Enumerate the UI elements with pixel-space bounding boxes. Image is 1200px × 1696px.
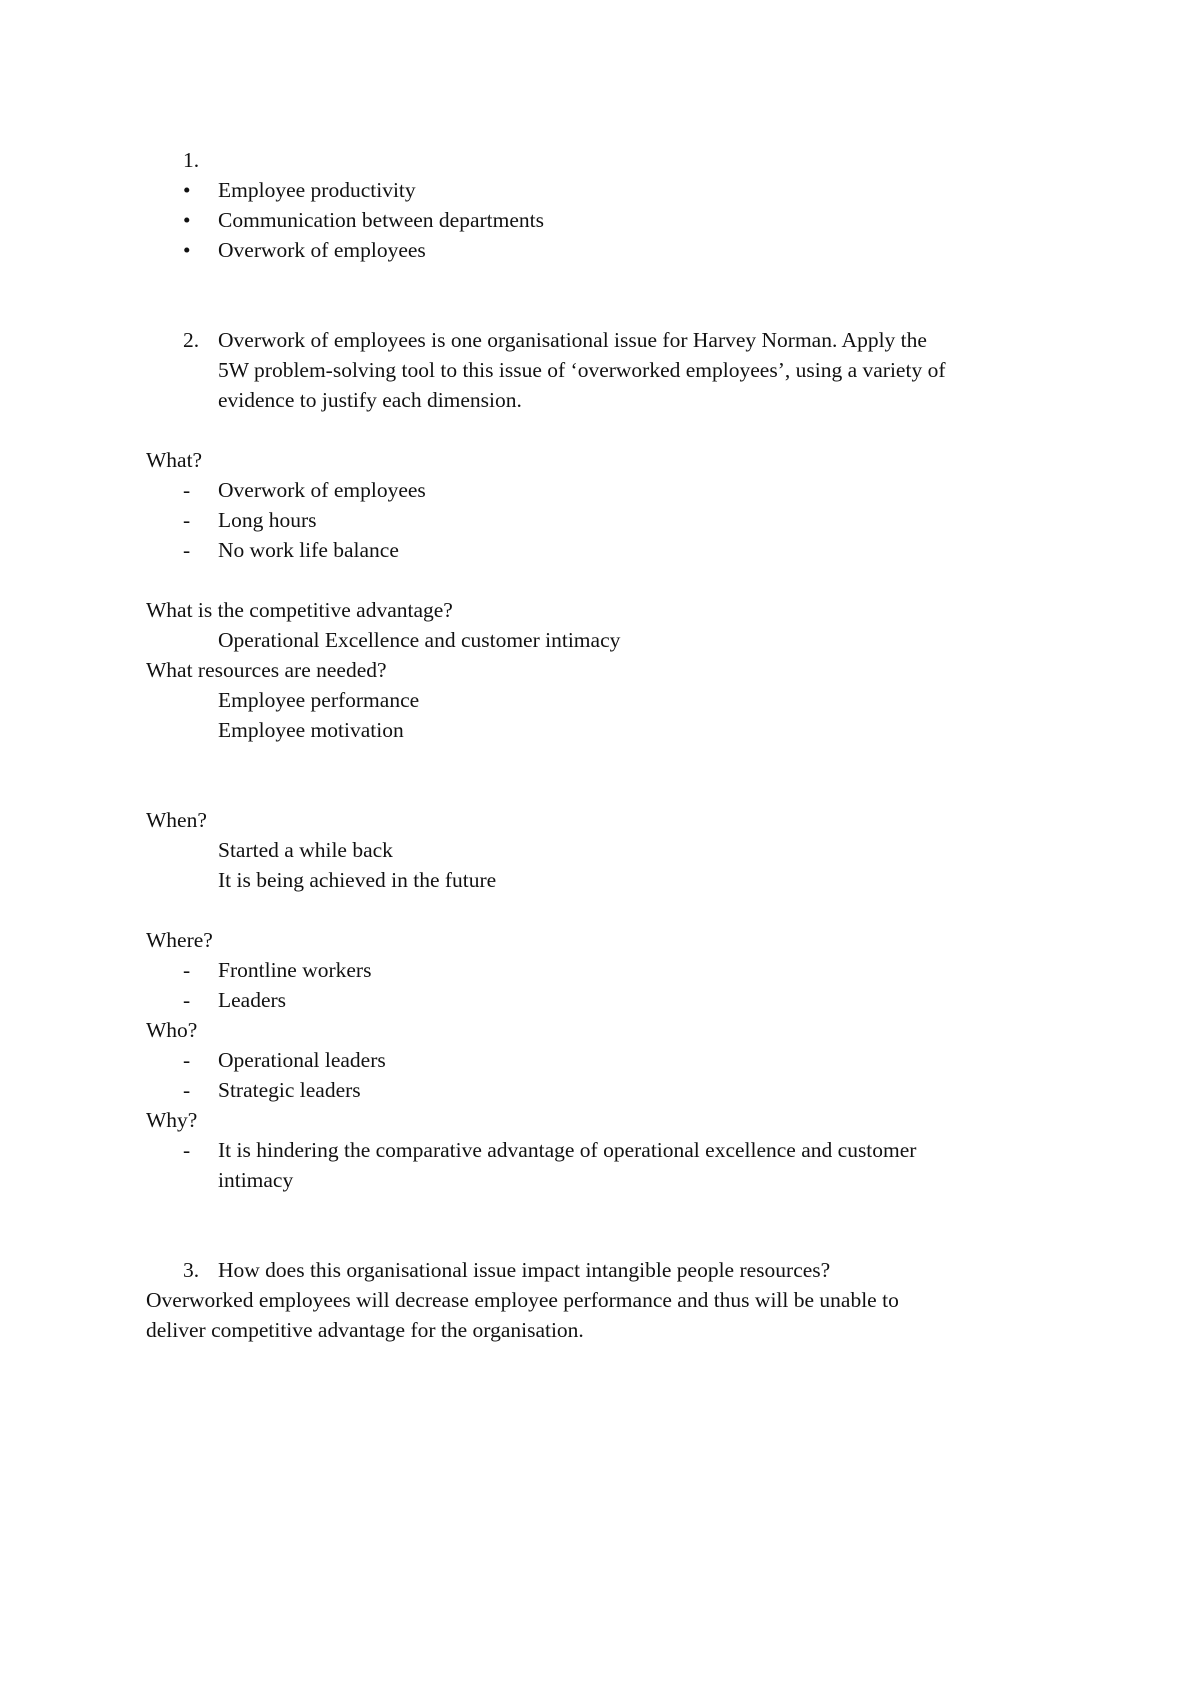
list-item: Long hours <box>218 508 317 532</box>
list-item: Leaders <box>218 988 287 1012</box>
advantage-answer: Operational Excellence and customer intimacy <box>218 628 621 652</box>
list-item: Strategic leaders <box>218 1078 361 1102</box>
q2-question-line: 5W problem-solving tool to this issue of ‘overworked employees’, using a variety of <box>218 358 946 382</box>
list-item: Frontline workers <box>218 958 372 982</box>
dash: - <box>183 1048 191 1072</box>
q2-question-line: evidence to justify each dimension. <box>218 388 522 412</box>
list-item: Employee motivation <box>218 718 404 742</box>
bullet: • <box>183 238 191 262</box>
list-item: Overwork of employees <box>218 238 426 262</box>
dash: - <box>183 1138 191 1162</box>
bullet: • <box>183 208 191 232</box>
why-heading: Why? <box>146 1108 198 1132</box>
q2-number: 2. <box>183 328 200 352</box>
list-item: Employee performance <box>218 688 420 712</box>
dash: - <box>183 988 191 1012</box>
why-line: intimacy <box>218 1168 294 1192</box>
q3-answer-line: Overworked employees will decrease employee performance and thus will be unable to <box>146 1288 899 1312</box>
resources-heading: What resources are needed? <box>146 658 387 682</box>
q3-answer-line: deliver competitive advantage for the organisation. <box>146 1318 584 1342</box>
dash: - <box>183 1078 191 1102</box>
bullet: • <box>183 178 191 202</box>
list-item: No work life balance <box>218 538 399 562</box>
list-item: Started a while back <box>218 838 393 862</box>
list-item: Communication between departments <box>218 208 544 232</box>
why-line: It is hindering the comparative advantage of operational excellence and customer <box>218 1138 917 1162</box>
list-item: It is being achieved in the future <box>218 868 497 892</box>
when-heading: When? <box>146 808 207 832</box>
what-heading: What? <box>146 448 203 472</box>
list-item: Overwork of employees <box>218 478 426 502</box>
dash: - <box>183 538 191 562</box>
dash: - <box>183 508 191 532</box>
q2-question-line: Overwork of employees is one organisational issue for Harvey Norman. Apply the <box>218 328 927 352</box>
list-item: Operational leaders <box>218 1048 386 1072</box>
list-item: Employee productivity <box>218 178 416 202</box>
q3-question: How does this organisational issue impact intangible people resources? <box>218 1258 831 1282</box>
who-heading: Who? <box>146 1018 198 1042</box>
where-heading: Where? <box>146 928 213 952</box>
advantage-heading: What is the competitive advantage? <box>146 598 453 622</box>
dash: - <box>183 958 191 982</box>
q3-number: 3. <box>183 1258 200 1282</box>
dash: - <box>183 478 191 502</box>
q1-number: 1. <box>183 148 200 172</box>
